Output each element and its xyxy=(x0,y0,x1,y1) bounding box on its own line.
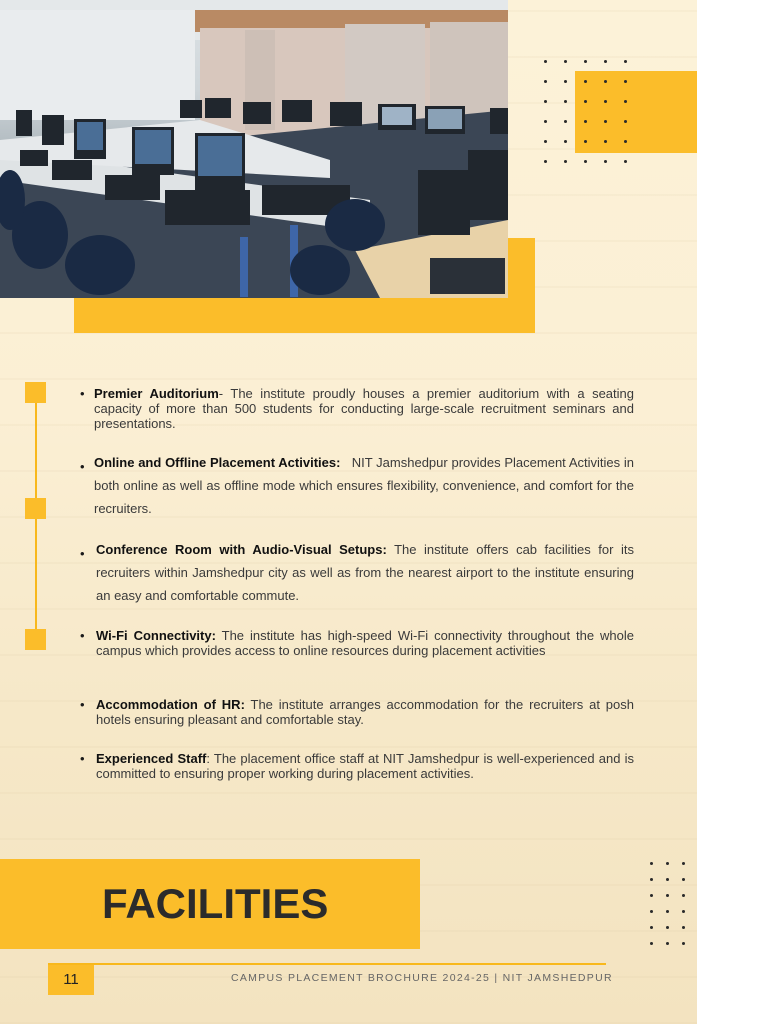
decorative-dot xyxy=(682,926,685,929)
facility-item xyxy=(80,451,634,520)
decorative-dot xyxy=(650,910,653,913)
decorative-dot xyxy=(666,942,669,945)
footer-text: CAMPUS PLACEMENT BROCHURE 2024-25 | NIT JAMSHEDPUR xyxy=(231,972,613,984)
decorative-dot xyxy=(564,120,567,123)
bullet-icon: • xyxy=(80,751,85,766)
decorative-dot xyxy=(584,160,587,163)
decorative-dot xyxy=(544,160,547,163)
computer-lab-illustration xyxy=(0,0,508,298)
decorative-dot xyxy=(564,160,567,163)
facility-item: • Experienced Staff: The placement office staff at NIT Jamshedpur is well-experienced and is committed to ensuring proper working during placement activities. xyxy=(80,751,634,781)
facility-description: The placement office staff at NIT Jamshedpur is well-experienced and is committed to ensuring proper working during placement activities. xyxy=(96,751,634,781)
decorative-dot xyxy=(666,878,669,881)
decorative-dot xyxy=(650,862,653,865)
bullet-icon: • xyxy=(80,459,85,474)
facility-title: Experienced Staff xyxy=(96,751,207,766)
decorative-dot xyxy=(682,894,685,897)
decorative-dot xyxy=(564,80,567,83)
decorative-dot xyxy=(624,140,627,143)
timeline-marker xyxy=(25,498,46,519)
decorative-dot-grid-top xyxy=(544,60,634,165)
decorative-dot xyxy=(604,160,607,163)
decorative-dot xyxy=(624,60,627,63)
decorative-dot xyxy=(604,80,607,83)
decorative-dot xyxy=(666,926,669,929)
decorative-dot xyxy=(666,910,669,913)
facility-item xyxy=(80,538,634,607)
computer-lab-photo xyxy=(0,0,508,298)
decorative-dot xyxy=(584,80,587,83)
section-title: FACILITIES xyxy=(102,880,329,927)
decorative-dot xyxy=(650,942,653,945)
decorative-dot xyxy=(666,862,669,865)
bullet-icon: • xyxy=(80,546,85,561)
decorative-dot xyxy=(584,120,587,123)
decorative-dot xyxy=(650,894,653,897)
decorative-dot xyxy=(650,926,653,929)
facility-description: The institute offers cab facilities for its recruiters within Jamshedpur city as well as from the nearest airport to the institute ensuring an easy and comfortable commute. xyxy=(96,542,634,603)
timeline-marker xyxy=(25,629,46,650)
facility-title: Wi-Fi Connectivity: xyxy=(96,628,216,643)
decorative-dot xyxy=(604,120,607,123)
facility-title: Conference Room with Audio-Visual Setups: xyxy=(96,542,387,557)
decorative-dot xyxy=(666,894,669,897)
facility-description: The institute has high-speed Wi-Fi connectivity throughout the whole campus which provides access to online resources during placement activities xyxy=(96,628,634,658)
decorative-dot xyxy=(604,60,607,63)
decorative-dot xyxy=(544,80,547,83)
facility-item xyxy=(80,628,634,658)
decorative-dot xyxy=(650,878,653,881)
decorative-dot xyxy=(564,100,567,103)
facility-title: Accommodation of HR: xyxy=(96,697,245,712)
decorative-dot xyxy=(544,60,547,63)
footer-divider xyxy=(48,963,606,965)
page-number: 11 xyxy=(63,971,79,988)
decorative-dot xyxy=(564,140,567,143)
decorative-dot xyxy=(584,140,587,143)
facility-item xyxy=(80,697,634,727)
bullet-icon: • xyxy=(80,697,85,712)
facility-item: • Premier Auditorium- The institute proudly houses a premier auditorium with a seating capacity of more than 500 students for conducting large-scale recruitment seminars and presentations. xyxy=(80,386,634,431)
facility-description: The institute proudly houses a premier auditorium with a seating capacity of more than 500 students for conducting large-scale recruitment seminars and presentations. xyxy=(94,386,634,431)
page-margin xyxy=(697,0,768,1024)
decorative-dot xyxy=(624,120,627,123)
facility-title: Online and Offline Placement Activities: xyxy=(94,455,341,470)
decorative-dot xyxy=(682,910,685,913)
facility-title: Premier Auditorium xyxy=(94,386,219,401)
decorative-dot xyxy=(624,160,627,163)
decorative-dot xyxy=(544,120,547,123)
decorative-dot xyxy=(564,60,567,63)
decorative-dot xyxy=(682,878,685,881)
decorative-dot xyxy=(682,862,685,865)
bullet-icon: • xyxy=(80,386,85,401)
decorative-dot xyxy=(584,60,587,63)
decorative-dot xyxy=(544,100,547,103)
bullet-icon: • xyxy=(80,628,85,643)
decorative-dot xyxy=(624,80,627,83)
facility-description: NIT Jamshedpur provides Placement Activities in both online as well as offline mode which ensures flexibility, convenience, and comfort for the recruiters. xyxy=(94,455,634,516)
decorative-dot xyxy=(604,140,607,143)
timeline-marker xyxy=(25,382,46,403)
facility-description: The institute arranges accommodation for the recruiters at posh hotels ensuring pleasant and comfortable stay. xyxy=(96,697,634,727)
photo-accent-side xyxy=(508,238,535,300)
decorative-dot xyxy=(584,100,587,103)
decorative-dot xyxy=(682,942,685,945)
decorative-dot xyxy=(604,100,607,103)
decorative-dot xyxy=(544,140,547,143)
decorative-dot xyxy=(624,100,627,103)
photo-accent-bar xyxy=(74,298,535,333)
decorative-dot-grid-bottom xyxy=(650,862,690,947)
